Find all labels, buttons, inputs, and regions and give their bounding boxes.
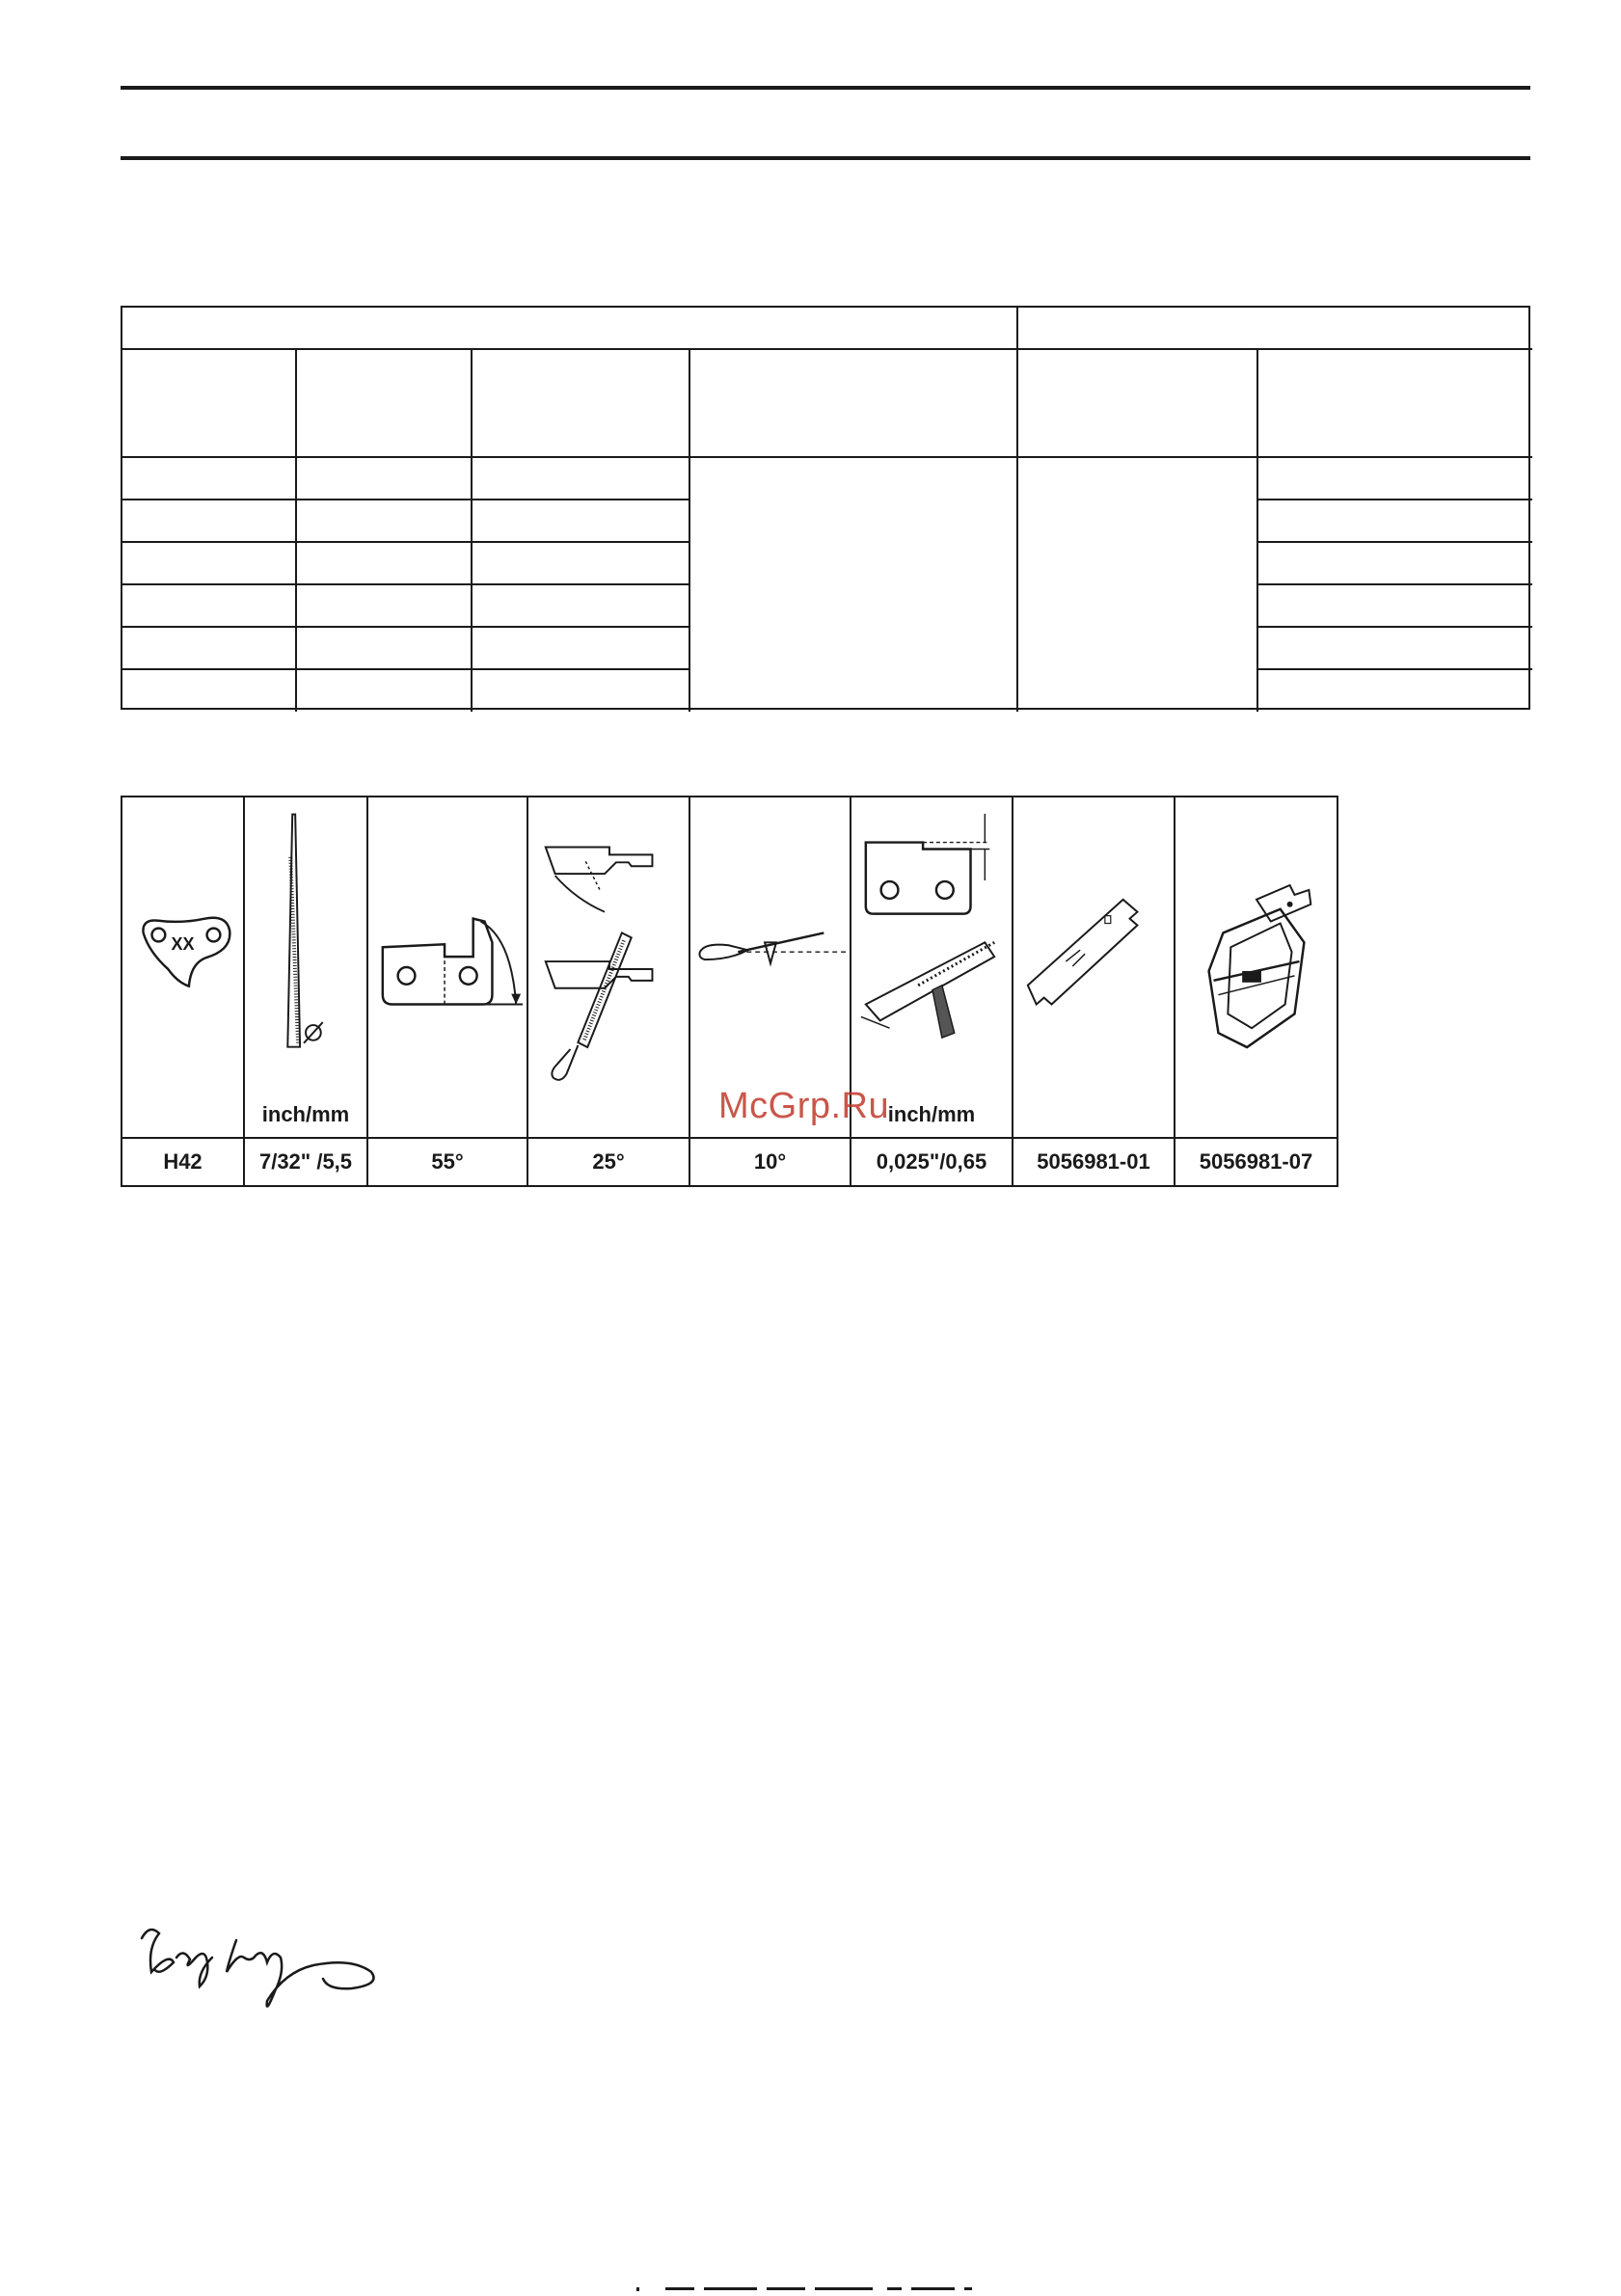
handwritten-signature xyxy=(130,1919,487,2025)
header-rule-top xyxy=(121,86,1530,90)
filing-angle-value: 25° xyxy=(527,1138,689,1186)
file-diameter-unit: inch/mm xyxy=(261,1102,350,1126)
filing-template-part-value: 5056981-07 xyxy=(1175,1138,1337,1186)
file-gauge-cell xyxy=(1013,797,1175,1138)
top-plate-angle-cell xyxy=(367,797,527,1138)
file-diameter-value: 7/32" /5,5 xyxy=(244,1138,367,1186)
depth-gauge-value: 0,025"/0,65 xyxy=(851,1138,1013,1186)
filing-angle-icon xyxy=(528,797,689,1137)
round-file-icon xyxy=(245,797,366,1137)
filing-template-tool-icon xyxy=(1175,797,1337,1137)
spec-table-grid xyxy=(122,308,1532,712)
filing-template-cell xyxy=(1175,797,1337,1138)
file-gauge-tool-icon xyxy=(1013,797,1174,1137)
file-gauge-part-value: 5056981-01 xyxy=(1013,1138,1175,1186)
bar-chain-spec-table xyxy=(121,306,1530,710)
file-tilt-angle-value: 10° xyxy=(689,1138,851,1186)
cutter-marking-icon xyxy=(122,797,243,1137)
watermark-text: McGrp.Ru xyxy=(718,1086,890,1126)
file-diameter-cell xyxy=(244,797,367,1138)
chain-type-value: H42 xyxy=(122,1138,244,1186)
sharpening-table xyxy=(121,796,1338,1187)
depth-gauge-unit: inch/mm xyxy=(887,1102,976,1126)
top-plate-angle-value: 55° xyxy=(367,1138,527,1186)
header-rule-bottom xyxy=(121,156,1530,160)
values-row xyxy=(122,1138,1337,1186)
cutter-marking-cell xyxy=(122,797,244,1138)
print-registration-marks xyxy=(617,2283,1022,2293)
top-plate-angle-icon xyxy=(368,797,527,1137)
filing-angle-cell xyxy=(527,797,689,1138)
cutter-marking-text: XX xyxy=(171,934,195,954)
